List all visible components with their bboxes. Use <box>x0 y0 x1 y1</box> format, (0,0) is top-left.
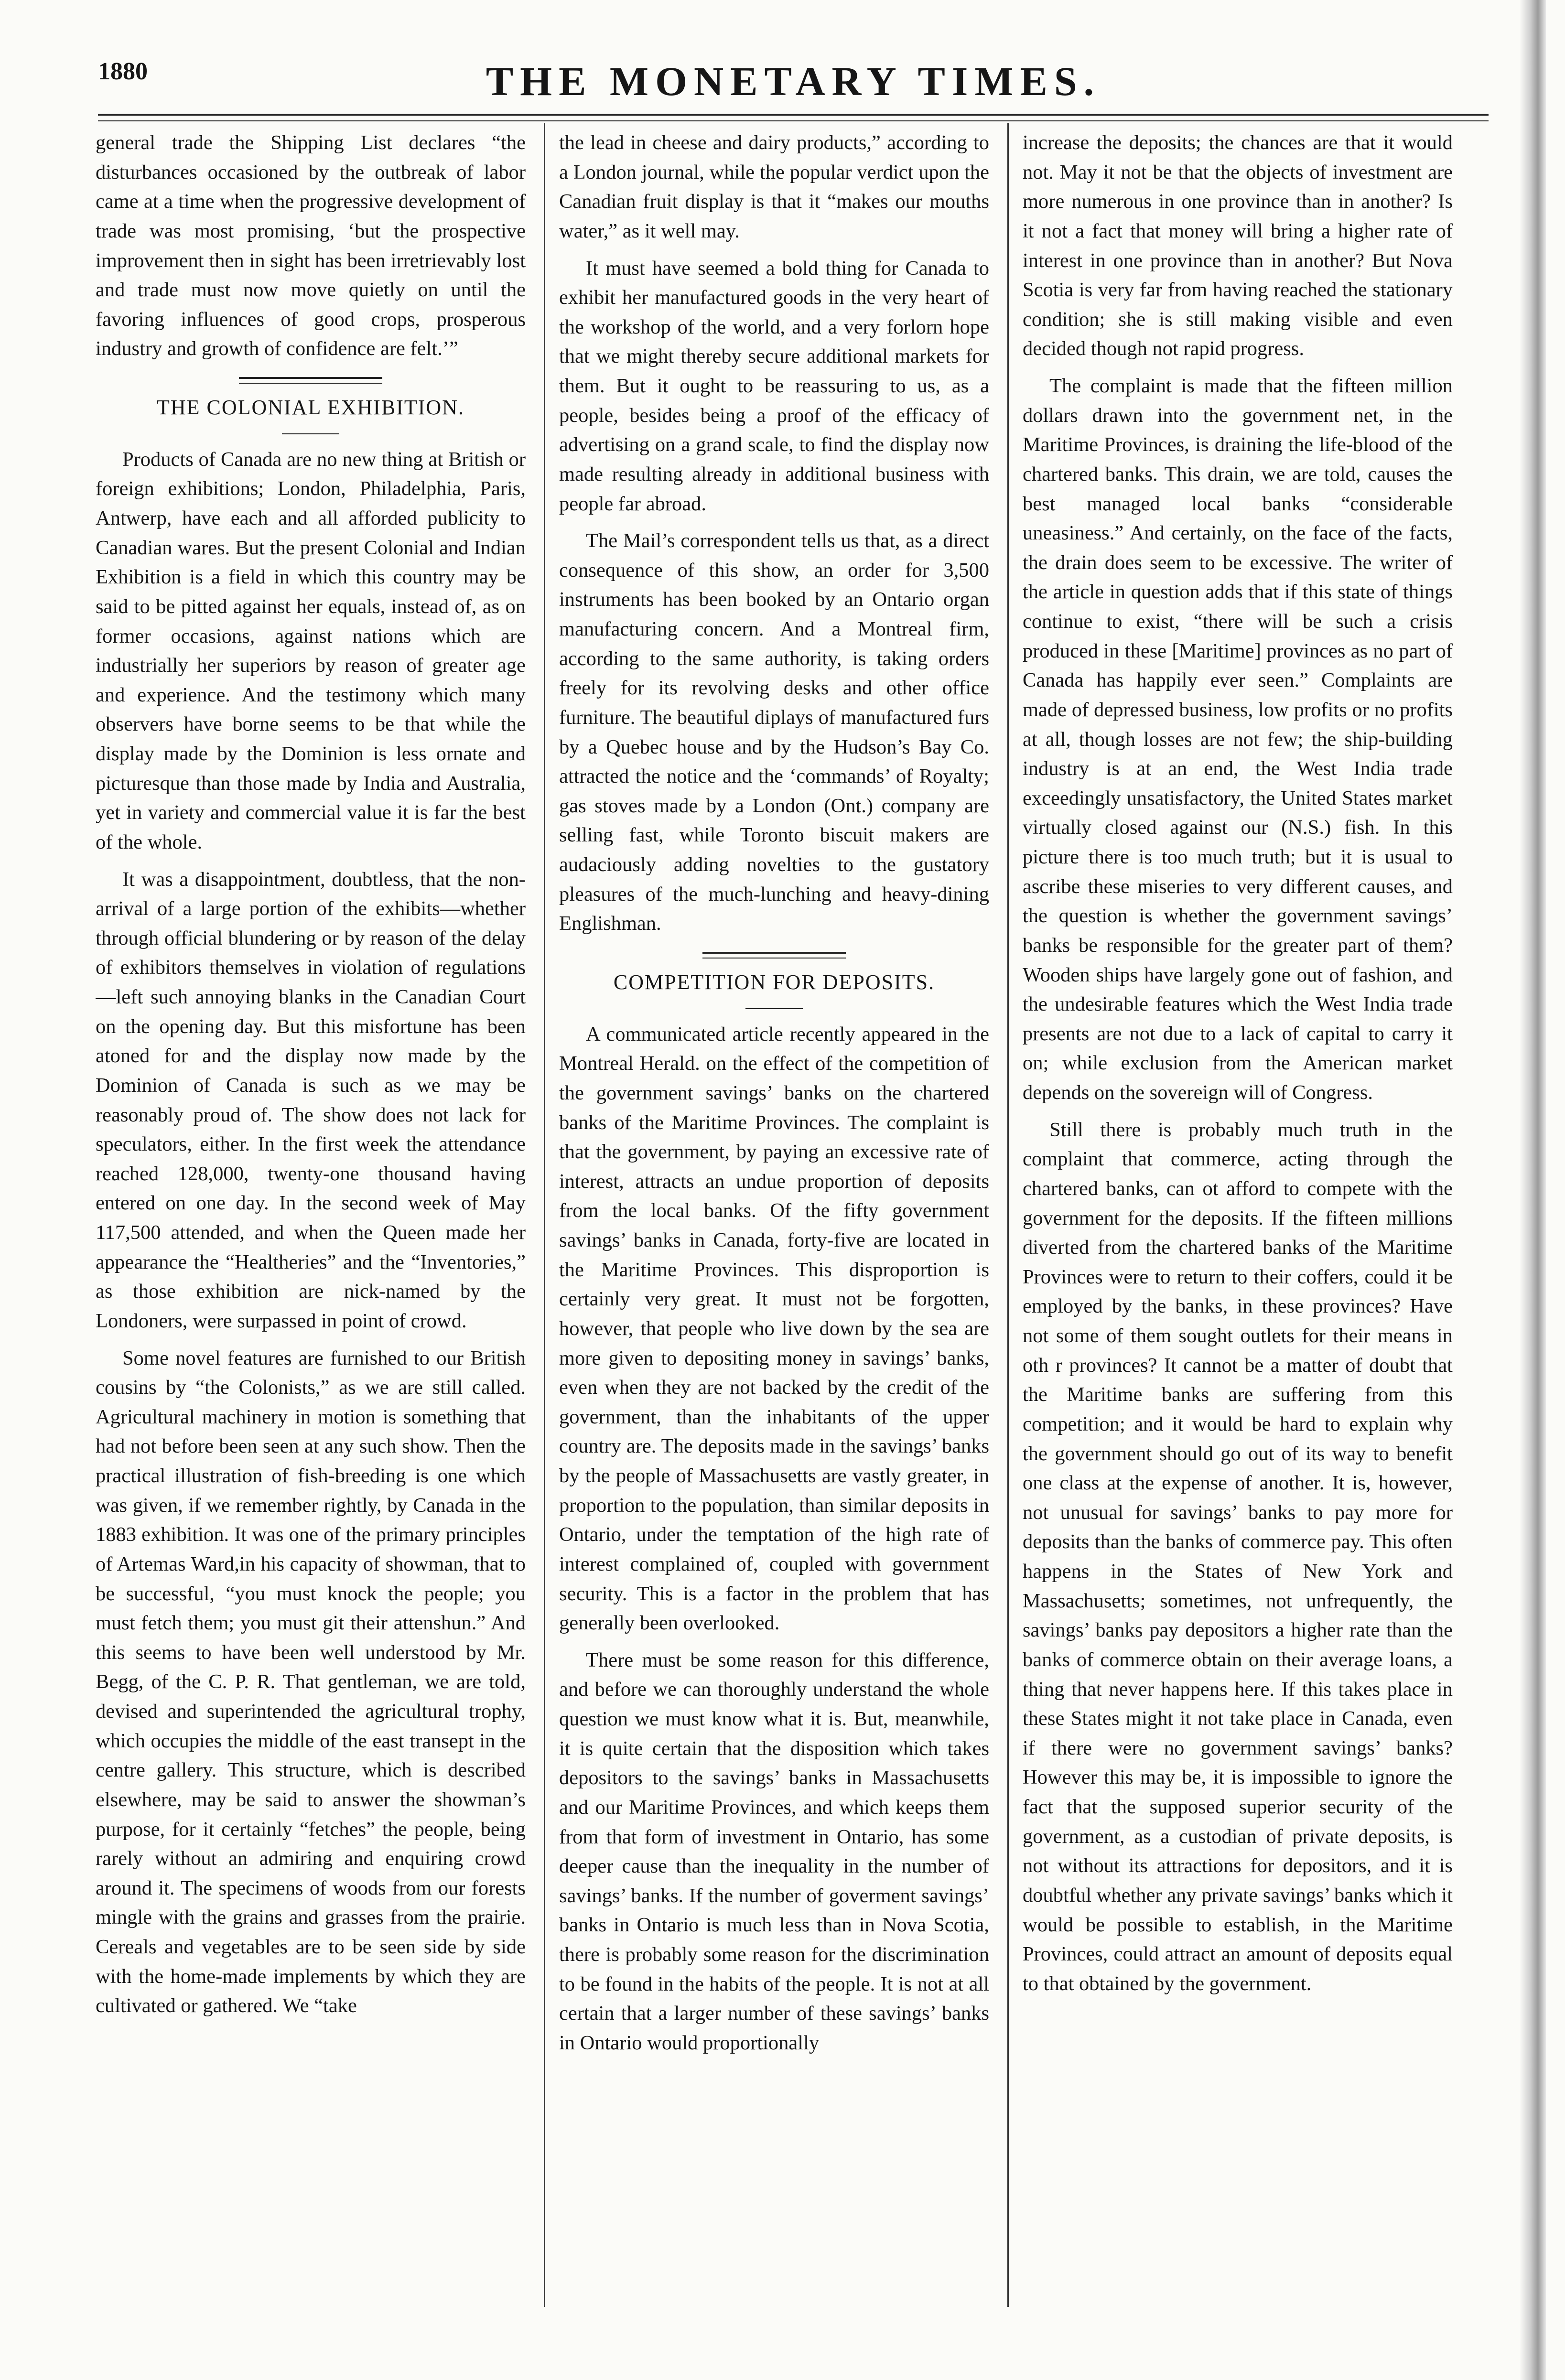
paragraph: The complaint is made that the fifteen million dollars drawn into the government net, in the Maritime Provinces, is draining the life-blood of the chartered banks. This drain, we are told, causes the best managed local banks “considerable uneasiness.” And certainly, on the face of the facts, the drain does seem to be excessive. The writer of the article in question adds that if this state of things continue to exist, “there will be such a crisis produced in these [Maritime] provinces as no part of Canada has happily ever seen.” Complaints are made of depressed business, low profits or no profits at all, though losses are not few; the ship-building industry is at an end, the West India trade exceedingly unsatisfactory, the United States market virtually closed against our (N.S.) fish. In this picture there is too much truth; but it is usual to ascribe these miseries to very different causes, and the question is whether the government savings’ banks be responsible for the greater part of them? Wooden ships have largely gone out of fashion, and the undesirable features which the West India trade presents are not due to a lack of capital to carry it on; while exclusion from the American market depends on the sovereign will of Congress. <box>1023 375 1453 1104</box>
page-edge-shadow <box>1520 0 1546 2380</box>
paragraph: the lead in cheese and dairy products,” according to a London journal, while the popular verdict upon the Canadian fruit display is that it “makes our mouths water,” as it well may. <box>559 131 989 242</box>
paragraph: It must have seemed a bold thing for Canada to exhibit her manufactured goods in the very heart of the workshop of the world, and a very forlorn hope that we might thereby secure additional markets for them. But it ought to be reassuring to us, as a people, besides being a proof of the efficacy of advertising on a grand scale, to find the display now made resulting already in additional business with people far abroad. <box>559 257 989 515</box>
page-number: 1880 <box>98 58 148 85</box>
paragraph: There must be some reason for this difference, and before we can thoroughly understand the whole question we must know what it is. But, meanwhile, it is quite certain that the disposition which takes depositors to the savings’ banks in Massachusetts and our Maritime Provinces, and which keeps them from that form of investment in Ontario, has some deeper cause than the inequality in the number of savings’ banks. If the number of goverment savings’ banks in Ontario is much less than in Nova Scotia, there is probably some reason for the discrimination to be found in the habits of the people. It is not at all certain that a larger number of these savings’ banks in Ontario would proportionally <box>559 1648 989 2054</box>
column-divider <box>1007 123 1009 2307</box>
column-1 <box>96 128 526 2297</box>
paragraph: A communicated article recently appeared in the Montreal Herald. on the effect of the competition of the government savings’ banks on the chartered banks of the Maritime Provinces. The complaint is that the government, by paying an excessive rate of interest, attracts an undue proportion of deposits from the local banks. Of the fifty government savings’ banks in Canada, forty-five are located in the Maritime Provinces. This disproportion is certainly very great. It must not be forgotten, however, that people who live down by the sea are more given to depositing money in savings’ banks, even when they are not backed by the credit of the government, than the inhabitants of the upper country are. The deposits made in the savings’ banks by the people of Massachusetts are vastly greater, in proportion to the population, than similar deposits in Ontario, under the temptation of the high rate of interest complained of, coupled with government security. This is a factor in the problem that has generally been overlooked. <box>559 1023 989 1635</box>
paragraph: The Mail’s correspondent tells us that, as a direct consequence of this show, an order for 3,500 instruments has been booked by an Ontario organ manufacturing concern. And a Montreal firm, according to the same authority, is taking orders freely for its revolving desks and other office furniture. The beautiful diplays of manufactured furs by a Quebec house and by the Hudson’s Bay Co. attracted the notice and the ‘commands’ of Royalty; gas stoves made by a London (Ont.) company are selling fast, while Toronto biscuit makers are audaciously adding novelties to the gustatory pleasures of the much-lunching and heavy-dining Englishman. <box>559 529 989 935</box>
paragraph: Some novel features are furnished to our British cousins by “the Colonists,” as we are still called. Agricultural machinery in motion is something that had not before been seen at any such show. Then the practical illustration of fish-breeding is one which was given, if we remember rightly, by Canada in the 1883 exhibition. It was one of the primary principles of Artemas Ward,in his capacity of showman, that to be successful, “you must knock the people; you must fetch them; you must git their attenshun.” And this seems to have been well understood by Mr. Begg, of the C. P. R. That gentleman, we are told, devised and superintended the agricultural trophy, which occupies the middle of the east transept in the centre gallery. This structure, which is described elsewhere, may be said to answer the showman’s purpose, for it certainly “fetches” the people, being rarely without an admiring and enquiring crowd around it. The specimens of woods from our forests mingle with the grains and grasses from the prairie. Cereals and vegetables are to be seen side by side with the home-made implements by which they are cultivated or gathered. We “take <box>96 1346 526 2017</box>
paragraph: It was a disappointment, doubtless, that the non-arrival of a large portion of the exhibits—whether through official blundering or by reason of the delay of exhibitors themselves in violation of regulations—left such annoying blanks in the Canadian Court on the opening day. But this misfortune has been atoned for and the display now made by the Dominion of Canada is such as we may be reasonably proud of. The show does not lack for speculators, either. In the first week the attendance reached 128,000, twenty-one thousand having entered on one day. In the second week of May 117,500 attended, and when the Queen made her appearance the “Healtheries” and the “Inventories,” as those exhibition are nick-named by the Londoners, were surpassed in point of crowd. <box>96 868 526 1332</box>
newspaper-title: THE MONETARY TIMES. <box>486 58 1101 104</box>
column-divider <box>544 123 545 2307</box>
paragraph: Products of Canada are no new thing at British or foreign exhibitions; London, Philadelphia, Paris, Antwerp, have each and all afforded publicity to Canadian wares. But the present Colonial and Indian Exhibition is a field in which this country may be said to be pitted against her equals, instead of, as on former occasions, against nations which are industrially her superiors by reason of greater age and experience. And the testimony which many observers have borne seems to be that while the display made by the Dominion is less ornate and picturesque than those made by India and Australia, yet in variety and commercial value it is far the best of the whole. <box>96 448 526 853</box>
column-3 <box>1023 128 1453 2297</box>
masthead-rule <box>98 114 1489 116</box>
column-2 <box>559 128 989 2297</box>
masthead-rule-thin <box>98 120 1489 121</box>
paragraph: Still there is probably much truth in the complaint that commerce, acting through the chartered banks, can ot afford to compete with the government for the deposits. If the fifteen millions diverted from the chartered banks of the Maritime Provinces were to return to their coffers, could it be employed by the banks, in these provinces? Have not some of them sought outlets for their means in oth r provinces? It cannot be a matter of doubt that the Maritime banks are suffering from this competition; and it would be hard to explain why the government should go out of its way to benefit one class at the expense of another. It is, however, not unusual for savings’ banks to pay more for deposits than the banks of commerce pay. This often happens in the States of New York and Massachusetts; sometimes, not unfrequently, the savings’ banks pay depositors a higher rate than the banks of commerce obtain on their average loans, a thing that never happens here. If this takes place in these States might it not take place in Canada, even if there were no government savings’ banks? However this may be, it is impossible to ignore the fact that the supposed superior security of the government, as a custodian of private deposits, is not without its attractions for depositors, and it is doubtful whether any private savings’ banks which it would be possible to establish, in the Maritime Provinces, could attract an amount of deposits equal to that obtained by the government. <box>1023 1118 1453 1995</box>
paragraph: increase the deposits; the chances are that it would not. May it not be that the objects of investment are more numerous in one province than in another? Is it not a fact that money will bring a higher rate of interest in one province than in another? But Nova Scotia is very far from having reached the stationary condition; she is still making visible and even decided though not rapid progress. <box>1023 131 1453 360</box>
section-divider <box>702 952 846 958</box>
masthead <box>98 54 1489 111</box>
paragraph: general trade the Shipping List declares “the disturbances occasioned by the outbreak of labor came at a time when the progressive development of trade was most promising, ‘but the prospective improvement then in sight has been irretrievably lost and trade must now move quietly on until the favoring influences of good crops, prosperous industry and growth of confidence are felt.’” <box>96 131 526 360</box>
section-divider <box>239 377 382 384</box>
article-heading: COMPETITION FOR DEPOSITS. <box>613 970 935 994</box>
heading-rule <box>745 1008 803 1009</box>
heading-rule <box>282 433 339 434</box>
article-heading: THE COLONIAL EXHIBITION. <box>157 396 464 419</box>
